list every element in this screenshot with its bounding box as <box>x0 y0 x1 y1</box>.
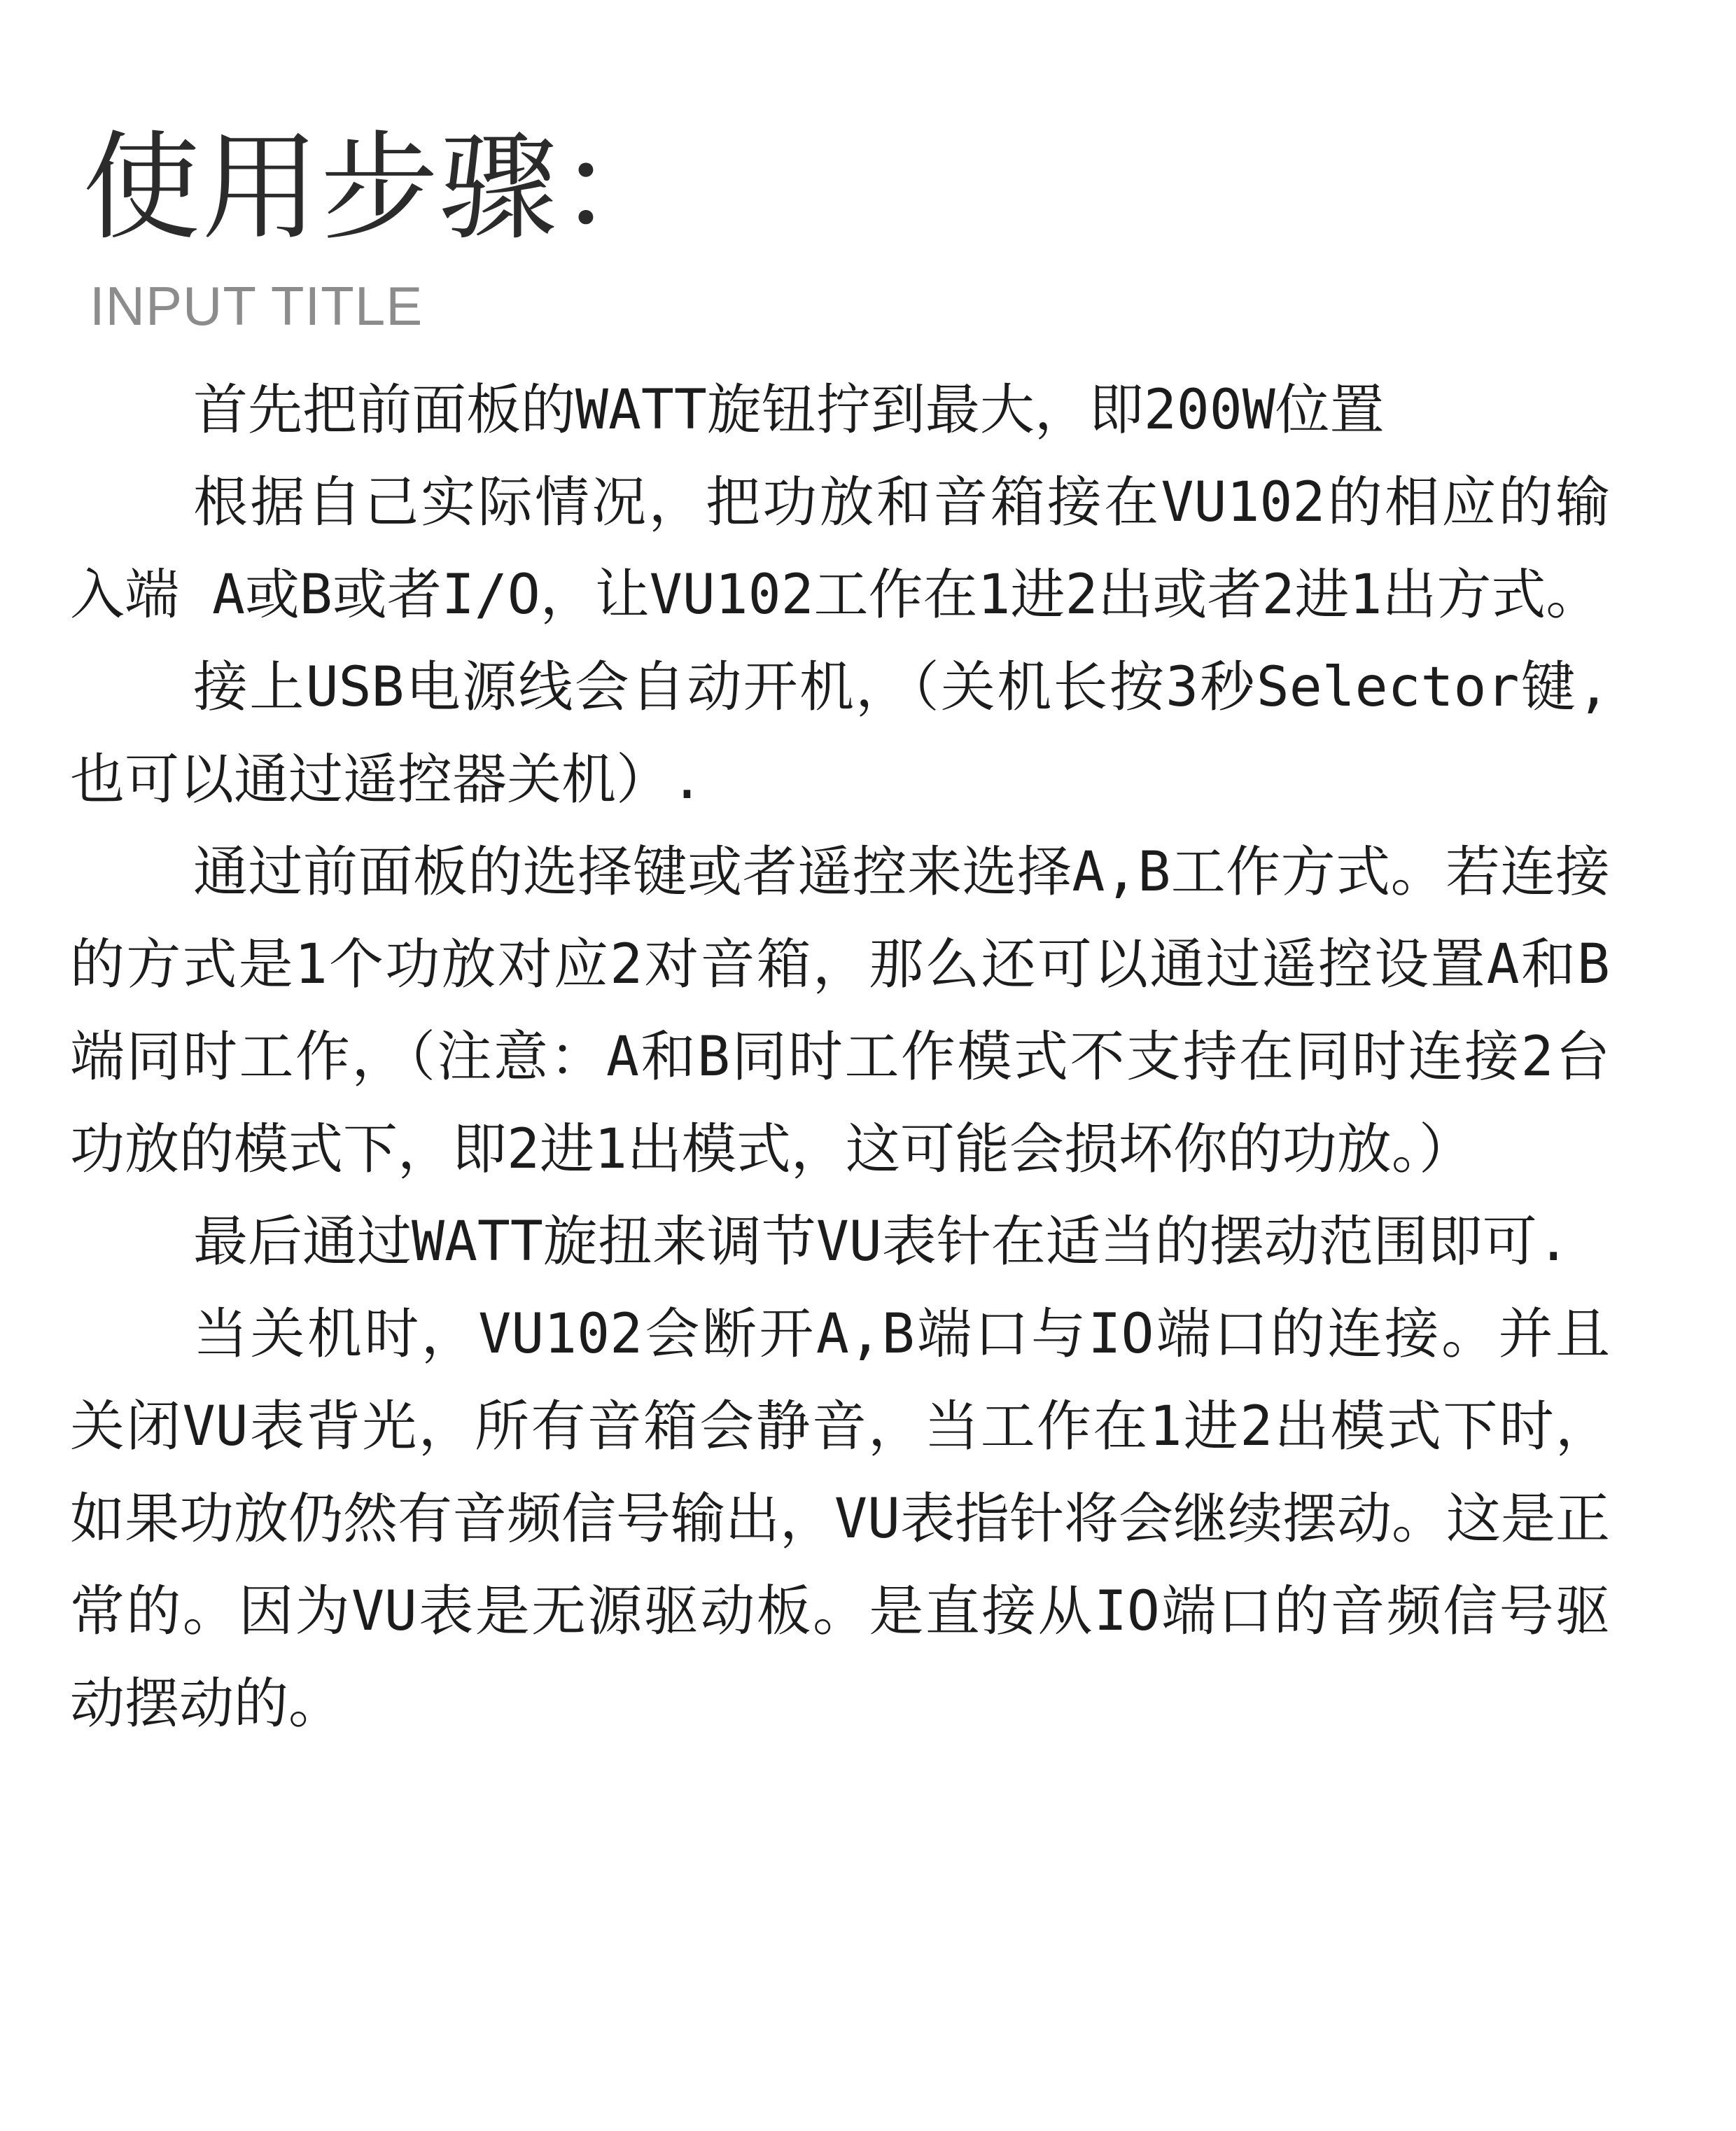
instructions-body <box>70 364 1610 1750</box>
step-paragraph-adjust: 最后通过WATT旋扭来调节VU表针在适当的摆动范围即可. <box>193 1210 1570 1273</box>
step-paragraph-shutdown: 当关机时，VU102会断开A,B端口与IO端口的连接。并且关闭VU表背光，所有音箱会静音，当工作在1进2出模式下时，如果功放仍然有音频信号输出，VU表指针将会继续摆动。这是正常的。因为VU表是无源驱动板。是直接从IO端口的音频信号驱动摆动的。 <box>70 1303 1611 1735</box>
page-title: 使用步骤： <box>83 119 678 256</box>
step-paragraph-connect: 根据自己实际情况，把功放和音箱接在VU102的相应的输入端 A或B或者I/O，让VU102工作在1进2出或者2进1出方式。 <box>70 471 1610 627</box>
step-paragraph-power: 接上USB电源线会自动开机，（关机长按3秒Selector键,也可以通过遥控器关机）. <box>70 656 1610 811</box>
step-paragraph-select-mode: 通过前面板的选择键或者遥控来选择A,B工作方式。若连接的方式是1个功放对应2对音箱，那么还可以通过遥控设置A和B端同时工作，（注意：A和B同时工作模式不支持在同时连接2台功放的模式下，即2进1出模式，这可能会损坏你的功放。） <box>70 841 1610 1181</box>
page-subtitle: INPUT TITLE <box>90 275 424 337</box>
step-paragraph-watt-max: 首先把前面板的WATT旋钮拧到最大，即200W位置 <box>193 379 1385 442</box>
